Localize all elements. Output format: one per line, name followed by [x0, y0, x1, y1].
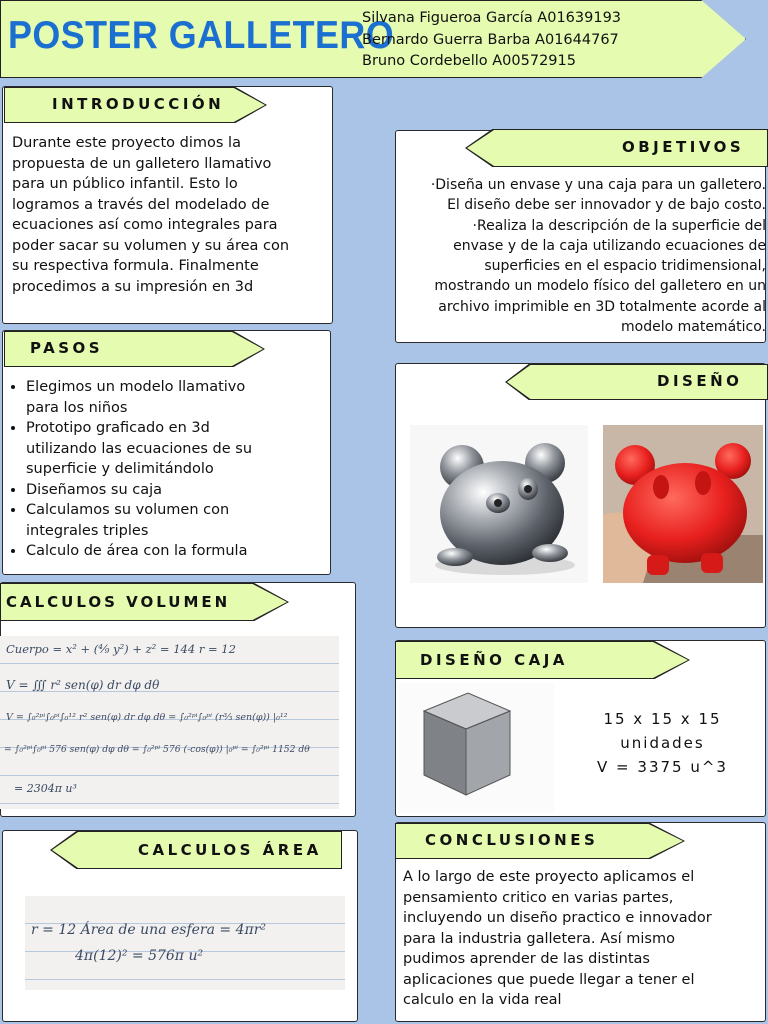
- diseno-render-image: [410, 425, 588, 583]
- volumen-notes-photo: [0, 636, 339, 809]
- area-line: r = 12 Área de una esfera = 4πr²: [31, 922, 267, 938]
- pasos-item: • Elegimos un modelo llamativo para los niños: [26, 377, 272, 418]
- introduccion-label: INTRODUCCIÓN: [52, 95, 225, 113]
- pasos-list: [10, 377, 272, 562]
- volumen-line: = ∫₀²ᵖⁱ∫₀ᵖⁱ 576 sen(φ) dφ dθ = ∫₀²ᵖⁱ 576 (-cos(φ)) |₀ᵖⁱ = ∫₀²ᵖⁱ 1152 dθ: [4, 744, 310, 755]
- volumen-line: V = ∫₀²ᵖⁱ∫₀ᵖⁱ∫₀¹² r² sen(φ) dr dφ dθ = ∫₀²ᵖⁱ∫₀ᵖⁱ (r³⁄₃ sen(φ)) |₀¹²: [6, 712, 288, 723]
- conclusiones-text: A lo largo de este proyecto aplicamos el pensamiento critico en varias partes, incluyendo un diseño practico e innovador para la industria galletera. Así mismo pudimos aprender de las distintas aplicaciones que puede llegar a tener el calculo en la vida real: [403, 869, 712, 1008]
- pasos-item: • Calculo de área con la formula: [26, 541, 272, 562]
- caja-dims-line: 15 x 15 x 15: [603, 710, 722, 728]
- caja-volume-line: V = 3375 u^3: [597, 758, 728, 776]
- diseno-label: DISEÑO: [657, 372, 743, 390]
- author-1: Silvana Figueroa García A01639193: [362, 10, 622, 26]
- pasos-item: • Prototipo graficado en 3d utilizando las ecuaciones de su superficie y delimitándolo: [26, 418, 272, 480]
- pasos-item: • Diseñamos su caja: [26, 480, 272, 501]
- caja-dimensions: [560, 707, 765, 779]
- pasos-item: • Calculamos su volumen con integrales triples: [26, 500, 272, 541]
- introduccion-text: Durante este proyecto dimos la propuesta de un galletero llamativo para un público infantil. Esto lo logramos a través del modelado de ecuaciones así como integrales para poder sacar su volumen y su área con su respectiva formula. Finalmente procedimos a su impresión en 3d: [12, 135, 290, 295]
- area-notes-photo: [25, 896, 345, 990]
- caja-units-line: unidades: [620, 734, 705, 752]
- calculos-area-label: CALCULOS ÁREA: [138, 841, 322, 859]
- area-line: 4π(12)² = 576π u²: [75, 948, 204, 964]
- volumen-line: = 2304π u³: [14, 782, 77, 795]
- pasos-label: PASOS: [30, 339, 104, 357]
- diseno-print-photo: [603, 425, 763, 583]
- author-3: Bruno Cordebello A00572915: [362, 53, 576, 69]
- calculos-volumen-label: CALCULOS VOLUMEN: [6, 593, 231, 611]
- author-2: Bernardo Guerra Barba A01644767: [362, 32, 619, 48]
- diseno-caja-label: DISEÑO CAJA: [420, 651, 568, 669]
- objetivos-label: OBJETIVOS: [622, 138, 745, 156]
- volumen-line: V = ∭ r² sen(φ) dr dφ dθ: [6, 678, 160, 692]
- objetivos-text: ·Diseña un envase y una caja para un galletero. El diseño debe ser innovador y de bajo costo. ·Realiza la descripción de la superficie del envase y de la caja utilizando ecuaciones de superficies en el espacio tridimensional, mostrando un modelo físico del galletero en un archivo imprimible en 3D totalmente acorde al modelo matemático.: [430, 177, 766, 336]
- caja-render-image: [398, 683, 554, 813]
- conclusiones-label: CONCLUSIONES: [425, 831, 599, 849]
- volumen-line: Cuerpo = x² + (⁴⁄₉ y²) + z² = 144 r = 12: [6, 642, 236, 656]
- poster-title: POSTER GALLETERO: [8, 14, 395, 57]
